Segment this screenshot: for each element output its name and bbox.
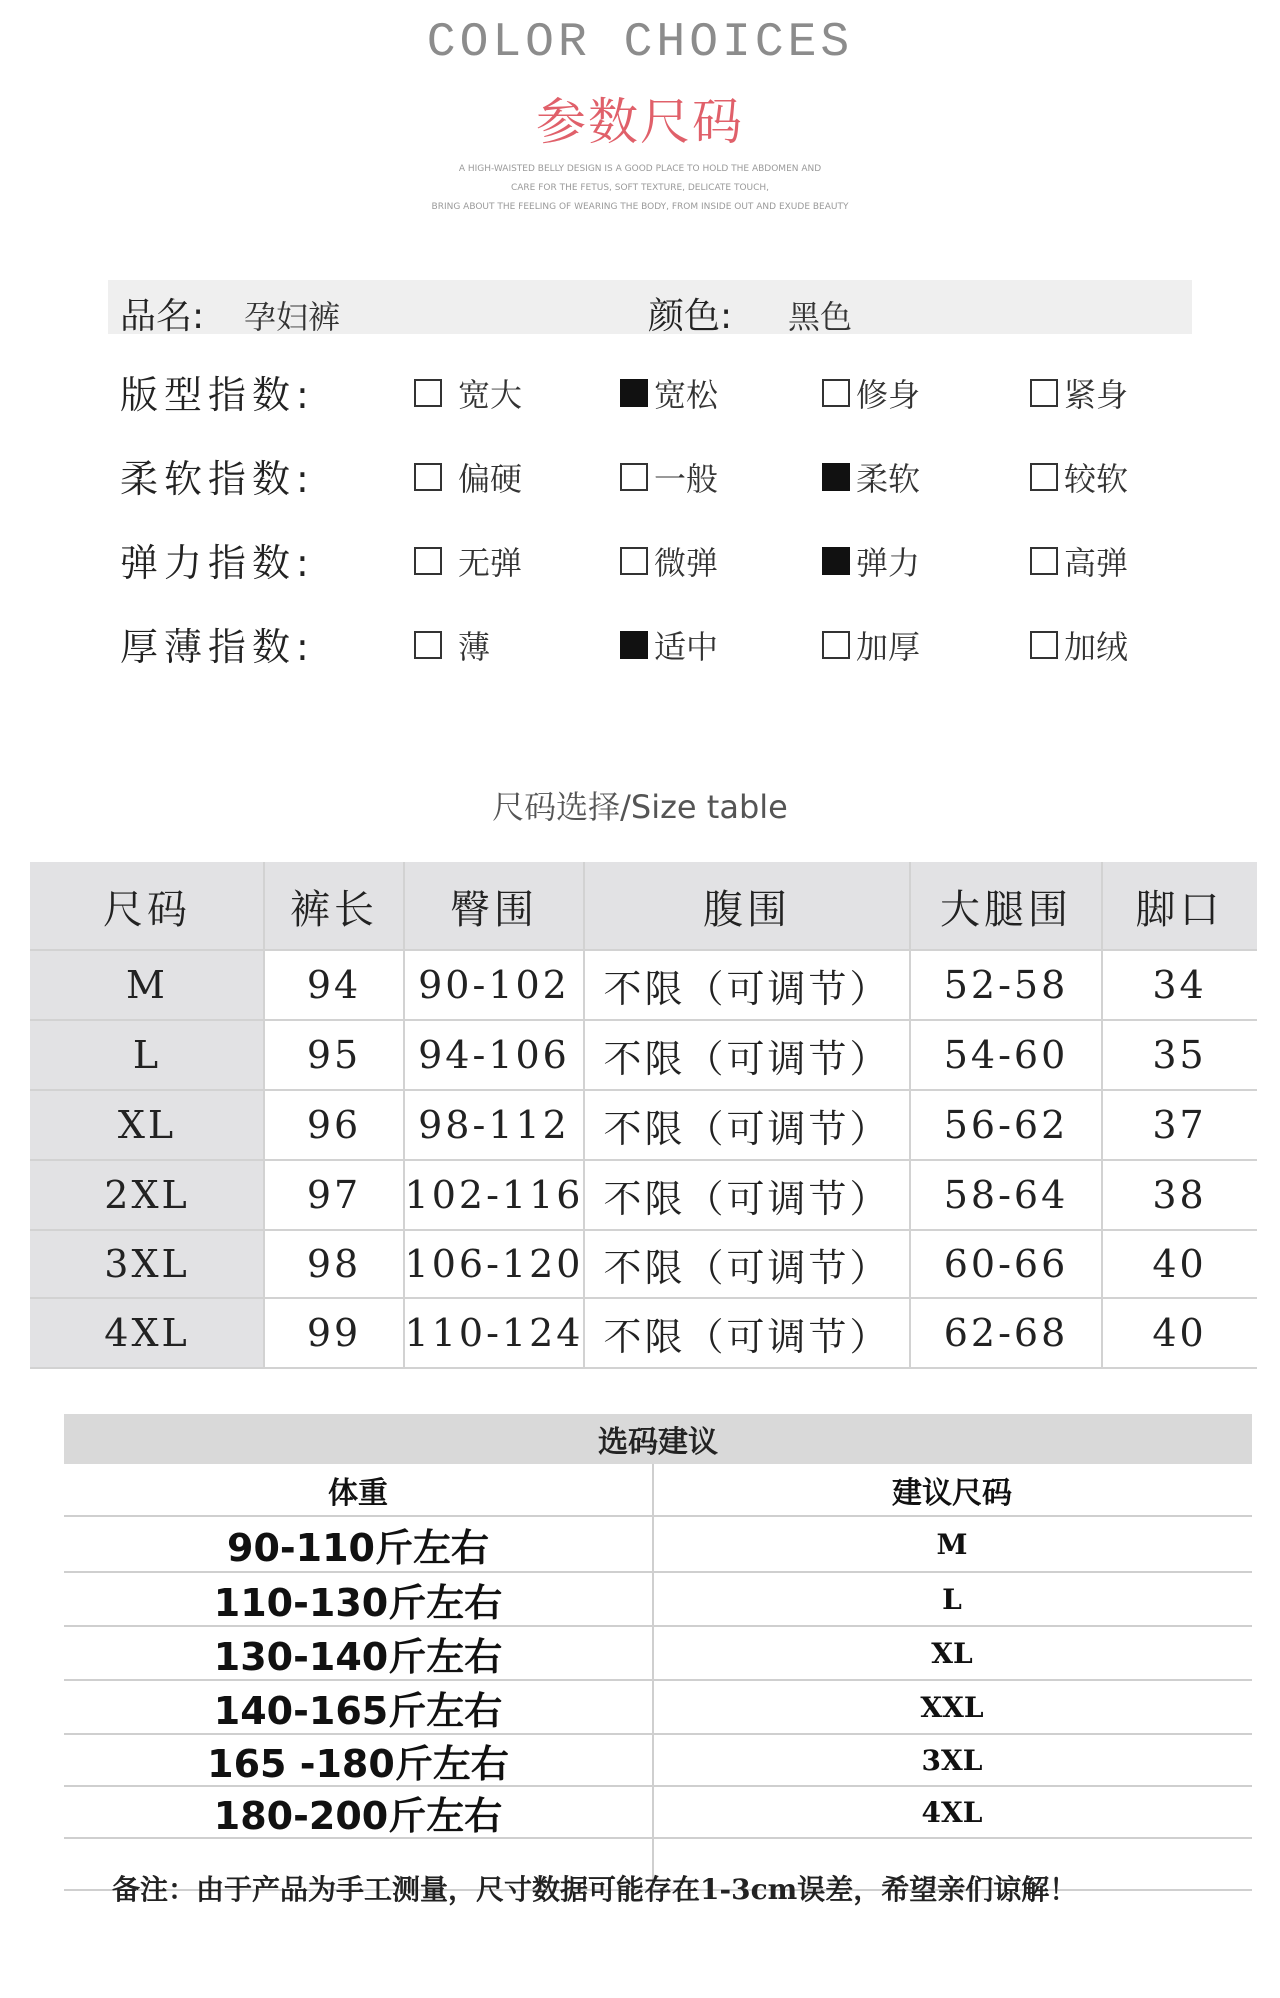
size-table-cell: 106-120 (404, 1242, 584, 1286)
size-table-cell: 40 (1152, 1311, 1207, 1355)
description-line: CARE FOR THE FETUS, SOFT TEXTURE, DELICATE TOUCH, (510, 183, 770, 193)
index-option[interactable] (620, 370, 718, 416)
size-table-cell: 不限（可调节） (603, 1314, 891, 1359)
index-option[interactable] (1030, 622, 1128, 668)
size-table-header-cell: 大腿围 (940, 886, 1072, 933)
index-option-label: 宽松 (654, 376, 719, 414)
size-table-cell: 62-68 (943, 1311, 1069, 1355)
weight-cell: 140-165斤左右 (213, 1688, 503, 1733)
index-option-label: 宽大 (458, 376, 523, 414)
size-table-cell: 不限（可调节） (603, 1176, 891, 1221)
index-option-label: 偏硬 (458, 460, 523, 498)
size-table-cell: M (126, 963, 168, 1007)
suggested-size-cell: 3XL (921, 1743, 983, 1777)
title-english: COLOR CHOICES (426, 16, 854, 70)
description-line: BRING ABOUT THE FEELING OF WEARING THE BODY, FROM INSIDE OUT AND EXUDE BEAUTY (431, 202, 849, 212)
index-option[interactable] (822, 454, 920, 500)
size-table-cell: 58-64 (943, 1173, 1069, 1217)
size-table-header-cell: 脚口 (1135, 886, 1224, 933)
index-option-label: 修身 (856, 376, 921, 414)
product-color-value: 黑色 (788, 298, 853, 336)
product-name-value: 孕妇裤 (244, 298, 341, 336)
size-table-cell: 40 (1152, 1242, 1207, 1286)
index-option[interactable] (414, 370, 522, 416)
size-table-cell: 37 (1152, 1103, 1207, 1147)
size-table-cell: 96 (306, 1103, 362, 1147)
checked-box-icon[interactable] (822, 547, 850, 575)
size-table-cell: 97 (306, 1173, 362, 1217)
index-option[interactable] (822, 538, 920, 584)
weight-cell: 130-140斤左右 (213, 1634, 503, 1679)
unchecked-box-icon[interactable] (1030, 463, 1058, 491)
size-table-cell: 54-60 (943, 1033, 1069, 1077)
size-table-cell: XL (117, 1103, 177, 1147)
index-label: 柔软指数: (120, 457, 315, 501)
suggested-size-cell: M (936, 1527, 968, 1561)
size-table-cell: 110-124 (404, 1311, 584, 1355)
size-table-cell: 不限（可调节） (603, 966, 891, 1011)
size-table-cell: 102-116 (404, 1173, 584, 1217)
size-table-cell: 2XL (104, 1173, 190, 1217)
size-table-cell: 3XL (104, 1242, 190, 1286)
index-option[interactable] (620, 454, 718, 500)
index-option[interactable] (414, 538, 522, 584)
measurement-note: 备注：由于产品为手工测量，尺寸数据可能存在1-3cm误差，希望亲们谅解！ (112, 1873, 1078, 1906)
title-chinese: 参数尺码 (536, 93, 744, 151)
recommendation-header-cell: 建议尺码 (892, 1476, 1012, 1511)
unchecked-box-icon[interactable] (414, 379, 442, 407)
size-table-cell: 94 (306, 963, 362, 1007)
description-line: A HIGH-WAISTED BELLY DESIGN IS A GOOD PLACE TO HOLD THE ABDOMEN AND (458, 164, 822, 174)
size-table-cell: 34 (1152, 963, 1207, 1007)
size-table (30, 862, 1257, 1368)
index-option-label: 微弹 (654, 544, 719, 582)
unchecked-box-icon[interactable] (822, 379, 850, 407)
unchecked-box-icon[interactable] (1030, 379, 1058, 407)
size-table-cell: 不限（可调节） (603, 1036, 891, 1081)
recommendation-title: 选码建议 (64, 1414, 1252, 1464)
size-table-cell: 56-62 (943, 1103, 1069, 1147)
product-color-label: 颜色: (648, 296, 733, 337)
index-option-label: 紧身 (1064, 376, 1129, 414)
size-table-title: 尺码选择/Size table (492, 788, 788, 826)
index-option-label: 较软 (1064, 460, 1129, 498)
weight-cell: 110-130斤左右 (213, 1580, 503, 1625)
index-option[interactable] (822, 370, 920, 416)
checked-box-icon[interactable] (620, 631, 648, 659)
size-table-cell: 98-112 (418, 1103, 570, 1147)
size-table-cell: 99 (306, 1311, 362, 1355)
index-option-label: 柔软 (856, 460, 921, 498)
index-option[interactable] (414, 622, 490, 668)
index-option-label: 弹力 (856, 544, 921, 582)
size-table-cell: 52-58 (943, 963, 1069, 1007)
index-label: 厚薄指数: (120, 625, 315, 669)
size-table-cell: 35 (1152, 1033, 1207, 1077)
unchecked-box-icon[interactable] (414, 463, 442, 491)
size-table-cell: L (132, 1033, 162, 1077)
index-option-label: 无弹 (458, 544, 523, 582)
index-option[interactable] (620, 622, 718, 668)
unchecked-box-icon[interactable] (1030, 631, 1058, 659)
checked-box-icon[interactable] (822, 463, 850, 491)
weight-cell: 165 -180斤左右 (207, 1741, 509, 1786)
suggested-size-cell: XL (931, 1636, 973, 1670)
index-option-label: 高弹 (1064, 544, 1129, 582)
size-table-header-cell: 尺码 (103, 886, 191, 933)
size-table-cell: 38 (1152, 1173, 1207, 1217)
size-table-cell: 90-102 (418, 963, 570, 1007)
index-option-label: 一般 (654, 460, 719, 498)
index-option[interactable] (414, 454, 522, 500)
size-table-cell: 94-106 (418, 1033, 570, 1077)
index-option[interactable] (1030, 538, 1128, 584)
weight-cell: 90-110斤左右 (227, 1525, 489, 1570)
index-option-label: 适中 (654, 628, 719, 666)
index-option-label: 加绒 (1064, 628, 1129, 666)
header-description (0, 160, 1280, 217)
unchecked-box-icon[interactable] (620, 547, 648, 575)
unchecked-box-icon[interactable] (414, 547, 442, 575)
index-option-label: 加厚 (856, 628, 921, 666)
size-table-cell: 60-66 (943, 1242, 1069, 1286)
index-label: 版型指数: (120, 373, 315, 417)
index-option-label: 薄 (458, 628, 491, 666)
size-table-cell: 95 (306, 1033, 362, 1077)
index-option[interactable] (822, 622, 920, 668)
size-table-cell: 不限（可调节） (603, 1106, 891, 1151)
checked-box-icon[interactable] (620, 379, 648, 407)
product-name-label: 品名: (120, 296, 205, 337)
suggested-size-cell: 4XL (921, 1795, 983, 1829)
index-label: 弹力指数: (120, 541, 315, 585)
size-table-cell: 98 (306, 1242, 362, 1286)
index-option[interactable] (1030, 370, 1128, 416)
suggested-size-cell: XXL (920, 1690, 984, 1724)
index-option[interactable] (1030, 454, 1128, 500)
unchecked-box-icon[interactable] (822, 631, 850, 659)
size-table-cell: 不限（可调节） (603, 1245, 891, 1290)
weight-cell: 180-200斤左右 (213, 1793, 503, 1838)
size-table-header-cell: 臀围 (450, 886, 538, 933)
product-info-bar (108, 280, 1192, 337)
size-table-header-cell: 裤长 (290, 886, 378, 933)
size-table-header-cell: 腹围 (703, 886, 791, 933)
recommendation-header-cell: 体重 (328, 1476, 388, 1511)
unchecked-box-icon[interactable] (620, 463, 648, 491)
unchecked-box-icon[interactable] (1030, 547, 1058, 575)
unchecked-box-icon[interactable] (414, 631, 442, 659)
index-option[interactable] (620, 538, 718, 584)
size-table-cell: 4XL (104, 1311, 190, 1355)
suggested-size-cell: L (942, 1582, 962, 1616)
